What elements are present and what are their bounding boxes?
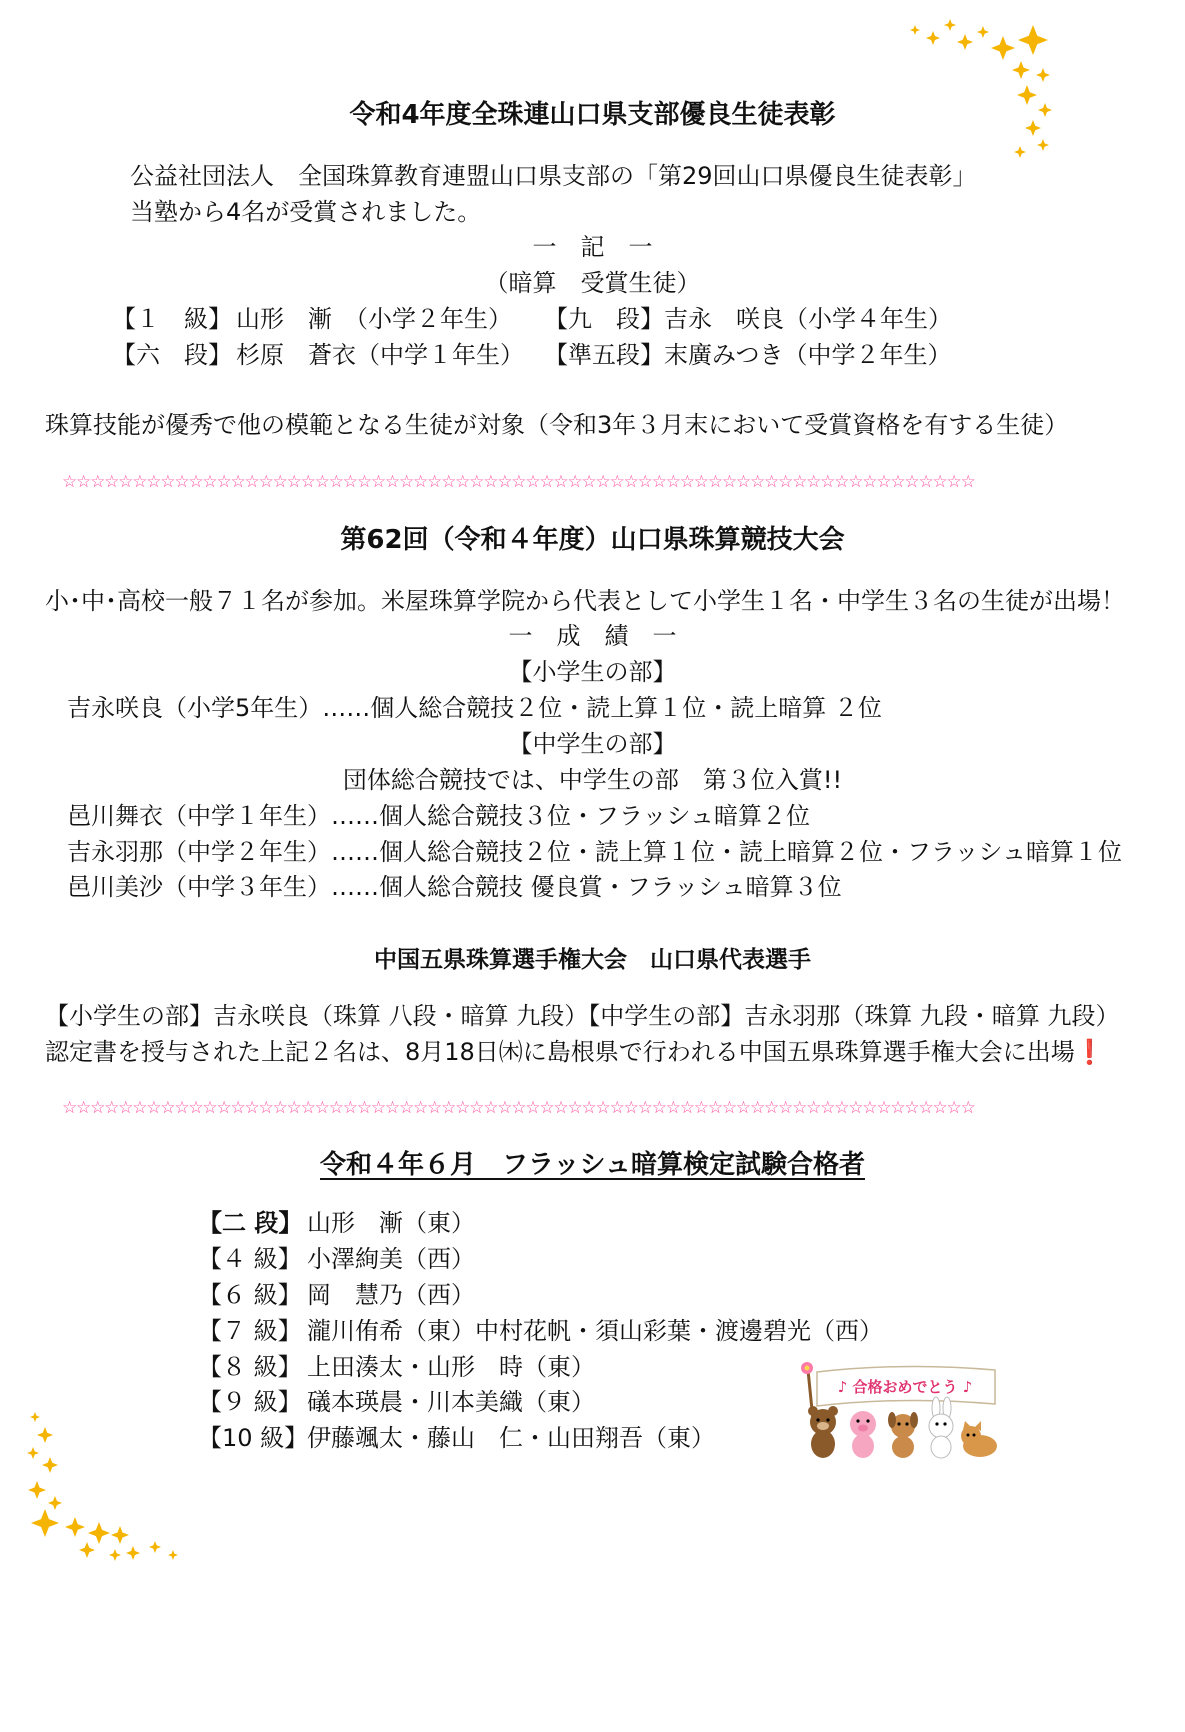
star-divider: ☆☆☆☆☆☆☆☆☆☆☆☆☆☆☆☆☆☆☆☆☆☆☆☆☆☆☆☆☆☆☆☆☆☆☆☆☆☆☆☆☆☆☆☆☆☆☆☆☆☆☆☆☆☆☆☆☆☆☆☆☆☆☆☆☆	[62, 472, 975, 492]
passer-names: 瀧川侑希（東）中村花帆・須山彩葉・渡邊碧光（西）	[307, 1317, 883, 1345]
record-heading: 一 記 一	[532, 233, 653, 261]
passer-grade: 【４ 級】	[198, 1245, 302, 1273]
results-heading: 一 成 績 一	[508, 622, 677, 650]
sparkle-icon	[944, 19, 956, 31]
sparkle-icon	[111, 1526, 129, 1544]
passer-names: 伊藤颯太・藤山 仁・山田翔吾（東）	[307, 1424, 715, 1452]
sparkle-icon	[168, 1550, 178, 1560]
chugoku-championship-title: 中国五県珠算選手権大会 山口県代表選手	[374, 947, 811, 973]
sparkle-decoration-top-right	[895, 10, 1060, 180]
sparkle-icon	[48, 1496, 62, 1510]
sparkle-icon	[65, 1517, 85, 1537]
award-grade: 【九 段】	[544, 305, 664, 333]
sparkle-icon	[1012, 61, 1030, 79]
award-grade: 【１ 級】	[112, 305, 232, 333]
flash-exam-title: 令和４年６月 フラッシュ暗算検定試験合格者	[320, 1150, 865, 1180]
passer-grade: 【二 段】	[198, 1209, 303, 1237]
award-student: 末廣みつき（中学２年生）	[664, 341, 952, 369]
junior-high-result: 吉永羽那（中学２年生）……個人総合競技２位・読上算１位・読上暗算２位・フラッシュ暗算１位	[67, 838, 1123, 866]
sparkle-decoration-bottom-left	[15, 1405, 190, 1565]
sparkle-icon	[957, 34, 973, 50]
award-intro-line-2: 当塾から4名が受賞されました。	[130, 198, 482, 226]
team-result: 団体総合競技では、中学生の部 第３位入賞!!	[342, 766, 843, 794]
sparkle-icon	[88, 1522, 110, 1544]
sparkle-icon	[910, 25, 920, 35]
sparkle-icon	[977, 26, 989, 38]
star-divider: ☆☆☆☆☆☆☆☆☆☆☆☆☆☆☆☆☆☆☆☆☆☆☆☆☆☆☆☆☆☆☆☆☆☆☆☆☆☆☆☆☆☆☆☆☆☆☆☆☆☆☆☆☆☆☆☆☆☆☆☆☆☆☆☆☆	[62, 1098, 975, 1118]
award-intro-line-1: 公益社団法人 全国珠算教育連盟山口県支部の「第29回山口県優良生徒表彰」	[130, 162, 977, 190]
passer-grade: 【９ 級】	[198, 1388, 302, 1416]
passer-names: 礒本瑛晨・川本美織（東）	[307, 1388, 595, 1416]
junior-high-result: 邑川舞衣（中学１年生）……個人総合競技３位・フラッシュ暗算２位	[67, 802, 811, 830]
sparkle-icon	[37, 1427, 53, 1443]
passer-grade: 【10 級】	[198, 1424, 309, 1452]
sparkle-icon	[149, 1541, 161, 1553]
award-student: 杉原 蒼衣（中学１年生）	[236, 341, 524, 369]
elementary-result: 吉永咲良（小学5年生）……個人総合競技２位・読上算１位・読上暗算 ２位	[67, 694, 882, 722]
passer-grade: 【８ 級】	[198, 1353, 302, 1381]
award-category: （暗算 受賞生徒）	[484, 269, 701, 297]
sparkle-icon	[1036, 68, 1050, 82]
junior-high-result: 邑川美沙（中学３年生）……個人総合競技 優良賞・フラッシュ暗算３位	[67, 873, 842, 901]
sparkle-icon	[27, 1447, 39, 1459]
sparkle-icon	[42, 1457, 58, 1473]
sparkle-icon	[991, 36, 1015, 60]
banner-text: ♪ 合格おめでとう ♪	[837, 1378, 973, 1396]
award-student: 吉永 咲良（小学４年生）	[664, 305, 952, 333]
sparkle-icon	[926, 31, 940, 45]
representative-line-2: 認定書を授与された上記２名は、8月18日㈭に島根県で行われる中国五県珠算選手権大会に出場❗	[45, 1038, 1105, 1066]
passer-names: 岡 慧乃（西）	[307, 1281, 475, 1309]
passer-names: 上田湊太・山形 時（東）	[307, 1353, 595, 1381]
elementary-division-heading: 【小学生の部】	[508, 658, 677, 686]
sparkle-icon	[31, 1509, 59, 1537]
junior-high-division-heading: 【中学生の部】	[508, 730, 677, 758]
award-grade: 【準五段】	[544, 341, 664, 369]
sparkle-icon	[1037, 139, 1049, 151]
congratulations-animals-illustration	[795, 1358, 1005, 1463]
representative-line-1: 【小学生の部】吉永咲良（珠算 八段・暗算 九段）【中学生の部】吉永羽那（珠算 九段・暗算 九段）	[45, 1002, 1120, 1030]
award-student: 山形 漸 （小学２年生）	[236, 305, 512, 333]
award-section-title: 令和4年度全珠連山口県支部優良生徒表彰	[349, 100, 836, 130]
passer-grade: 【７ 級】	[198, 1317, 302, 1345]
sparkle-icon	[109, 1549, 121, 1561]
sparkle-icon	[126, 1546, 140, 1560]
competition-intro: 小･中･高校一般７１名が参加。米屋珠算学院から代表として小学生１名・中学生３名の生徒が出場！	[45, 587, 1125, 615]
sparkle-icon	[79, 1542, 95, 1558]
passer-names: 山形 漸（東）	[307, 1209, 475, 1237]
competition-title: 第62回（令和４年度）山口県珠算競技大会	[340, 525, 845, 555]
sparkle-icon	[1018, 25, 1048, 55]
award-grade: 【六 段】	[112, 341, 232, 369]
passer-names: 小澤絢美（西）	[307, 1245, 475, 1273]
passer-grade: 【６ 級】	[198, 1281, 302, 1309]
sparkle-icon	[30, 1412, 40, 1422]
sparkle-icon	[1014, 146, 1026, 158]
award-eligibility-note: 珠算技能が優秀で他の模範となる生徒が対象（令和3年３月末において受賞資格を有する生徒）	[45, 411, 1069, 439]
flash-exam-title-wrap	[0, 1150, 1185, 1180]
sparkle-icon	[28, 1481, 46, 1499]
